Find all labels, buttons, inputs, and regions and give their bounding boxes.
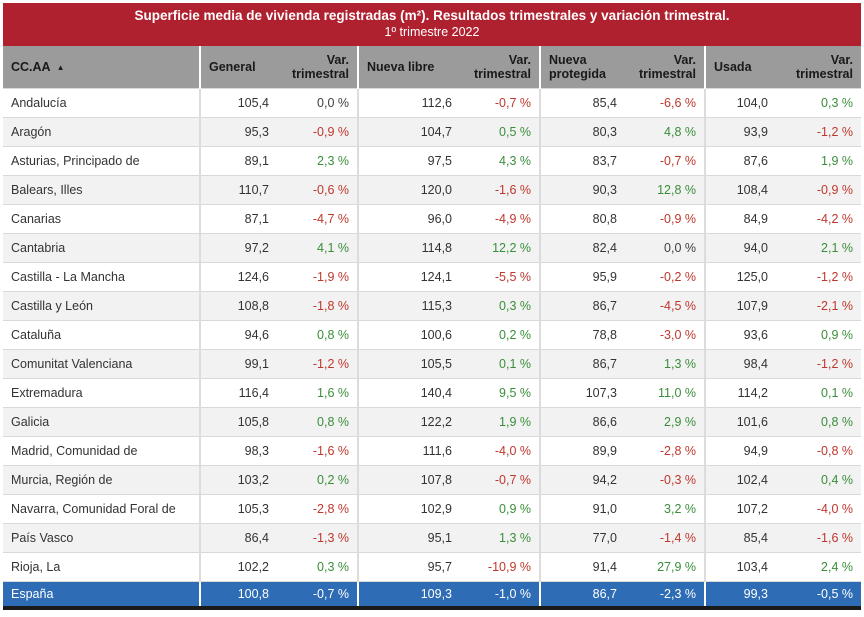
table-row-navarra-comunidad-foral-de [3, 495, 861, 524]
region-name: Castilla y León [3, 292, 200, 321]
variation-value: 2,3 % [277, 147, 358, 176]
variation-value: 0,3 % [460, 292, 540, 321]
variation-value: -4,9 % [460, 205, 540, 234]
column-header-nueva-protegida[interactable]: Nueva protegida [540, 46, 625, 89]
variation-value: -2,3 % [625, 582, 705, 607]
surface-value: 116,4 [200, 379, 277, 408]
surface-value: 78,8 [540, 321, 625, 350]
surface-value: 99,1 [200, 350, 277, 379]
variation-value: -1,8 % [277, 292, 358, 321]
surface-value: 115,3 [358, 292, 460, 321]
variation-value: -1,6 % [460, 176, 540, 205]
surface-value: 105,8 [200, 408, 277, 437]
variation-value: 4,1 % [277, 234, 358, 263]
surface-value: 89,9 [540, 437, 625, 466]
table-row-comunitat-valenciana [3, 350, 861, 379]
variation-value: 1,6 % [277, 379, 358, 408]
variation-value: 3,2 % [625, 495, 705, 524]
header-row [3, 46, 861, 89]
table-subtitle-period: 1º trimestre 2022 [384, 25, 480, 39]
surface-value: 114,8 [358, 234, 460, 263]
variation-value: -0,3 % [625, 466, 705, 495]
surface-value: 86,7 [540, 292, 625, 321]
column-header-cc-aa[interactable]: CC.AA ▲ [3, 46, 200, 89]
region-name: Canarias [3, 205, 200, 234]
variation-value: 0,1 % [776, 379, 861, 408]
variation-value: -10,9 % [460, 553, 540, 582]
table-bottom-border [3, 606, 861, 610]
surface-value: 95,3 [200, 118, 277, 147]
surface-value: 95,1 [358, 524, 460, 553]
region-name: Comunitat Valenciana [3, 350, 200, 379]
variation-value: -1,6 % [776, 524, 861, 553]
variation-value: -4,2 % [776, 205, 861, 234]
variation-value: 0,8 % [277, 408, 358, 437]
surface-value: 87,1 [200, 205, 277, 234]
variation-value: -0,7 % [277, 582, 358, 607]
surface-value: 105,3 [200, 495, 277, 524]
surface-value: 95,9 [540, 263, 625, 292]
surface-value: 94,6 [200, 321, 277, 350]
surface-value: 84,9 [705, 205, 776, 234]
surface-value: 95,7 [358, 553, 460, 582]
variation-value: 0,9 % [776, 321, 861, 350]
variation-value: -6,6 % [625, 89, 705, 118]
surface-value: 107,3 [540, 379, 625, 408]
table-row-galicia [3, 408, 861, 437]
variation-value: -1,4 % [625, 524, 705, 553]
variation-value: -1,2 % [776, 263, 861, 292]
table-title-bar [3, 3, 861, 46]
variation-value: 0,8 % [776, 408, 861, 437]
table-row-cataluna [3, 321, 861, 350]
surface-value: 105,4 [200, 89, 277, 118]
column-header-var-trimestral-6[interactable]: Var. trimestral [625, 46, 705, 89]
table-row-rioja-la [3, 553, 861, 582]
surface-value: 87,6 [705, 147, 776, 176]
surface-value: 86,7 [540, 350, 625, 379]
table-row-cantabria [3, 234, 861, 263]
variation-value: 2,1 % [776, 234, 861, 263]
surface-value: 94,2 [540, 466, 625, 495]
variation-value: -0,7 % [625, 147, 705, 176]
surface-value: 93,9 [705, 118, 776, 147]
column-header-nueva-libre[interactable]: Nueva libre [358, 46, 460, 89]
table-row-balears-illes [3, 176, 861, 205]
surface-value: 108,4 [705, 176, 776, 205]
table-title: Superficie media de vivienda registradas (m²). Resultados trimestrales y variación trimestral. [134, 8, 730, 23]
surface-value: 112,6 [358, 89, 460, 118]
variation-value: -0,2 % [625, 263, 705, 292]
surface-value: 94,9 [705, 437, 776, 466]
table-row-madrid-comunidad-de [3, 437, 861, 466]
variation-value: 0,1 % [460, 350, 540, 379]
surface-value: 85,4 [705, 524, 776, 553]
region-name: Murcia, Región de [3, 466, 200, 495]
table-row-aragon [3, 118, 861, 147]
region-name: Navarra, Comunidad Foral de [3, 495, 200, 524]
surface-value: 122,2 [358, 408, 460, 437]
table-body [3, 89, 861, 607]
region-name: País Vasco [3, 524, 200, 553]
variation-value: 1,9 % [460, 408, 540, 437]
variation-value: -2,1 % [776, 292, 861, 321]
surface-value: 98,3 [200, 437, 277, 466]
variation-value: 12,2 % [460, 234, 540, 263]
region-name: Madrid, Comunidad de [3, 437, 200, 466]
variation-value: -1,2 % [277, 350, 358, 379]
variation-value: 1,9 % [776, 147, 861, 176]
surface-value: 80,8 [540, 205, 625, 234]
variation-value: -0,8 % [776, 437, 861, 466]
surface-value: 107,9 [705, 292, 776, 321]
variation-value: -4,0 % [776, 495, 861, 524]
column-header-usada[interactable]: Usada [705, 46, 776, 89]
variation-value: -0,9 % [776, 176, 861, 205]
variation-value: -1,0 % [460, 582, 540, 607]
variation-value: -4,5 % [625, 292, 705, 321]
variation-value: 2,9 % [625, 408, 705, 437]
surface-value: 91,4 [540, 553, 625, 582]
variation-value: -0,7 % [460, 89, 540, 118]
surface-value: 125,0 [705, 263, 776, 292]
variation-value: 9,5 % [460, 379, 540, 408]
region-name: Castilla - La Mancha [3, 263, 200, 292]
variation-value: 27,9 % [625, 553, 705, 582]
surface-value: 105,5 [358, 350, 460, 379]
column-header-var-trimestral-8[interactable]: Var. trimestral [776, 46, 861, 89]
housing-surface-table [3, 46, 861, 606]
surface-value: 102,9 [358, 495, 460, 524]
table-row-murcia-region-de [3, 466, 861, 495]
variation-value: -0,7 % [460, 466, 540, 495]
variation-value: -4,0 % [460, 437, 540, 466]
sort-ascending-icon: ▲ [56, 62, 65, 72]
variation-value: 0,9 % [460, 495, 540, 524]
surface-value: 102,4 [705, 466, 776, 495]
variation-value: 4,3 % [460, 147, 540, 176]
variation-value: 0,2 % [277, 466, 358, 495]
variation-value: -2,8 % [277, 495, 358, 524]
surface-value: 103,2 [200, 466, 277, 495]
surface-value: 101,6 [705, 408, 776, 437]
variation-value: 0,3 % [277, 553, 358, 582]
region-name: Asturias, Principado de [3, 147, 200, 176]
variation-value: 0,5 % [460, 118, 540, 147]
surface-value: 111,6 [358, 437, 460, 466]
column-header-var-trimestral-4[interactable]: Var. trimestral [460, 46, 540, 89]
variation-value: -1,2 % [776, 350, 861, 379]
surface-value: 109,3 [358, 582, 460, 607]
region-name: España [3, 582, 200, 607]
total-row-espana [3, 582, 861, 607]
surface-value: 124,6 [200, 263, 277, 292]
surface-value: 110,7 [200, 176, 277, 205]
surface-value: 98,4 [705, 350, 776, 379]
surface-value: 103,4 [705, 553, 776, 582]
surface-value: 90,3 [540, 176, 625, 205]
variation-value: -5,5 % [460, 263, 540, 292]
surface-value: 114,2 [705, 379, 776, 408]
variation-value: 0,4 % [776, 466, 861, 495]
variation-value: 0,2 % [460, 321, 540, 350]
variation-value: 0,0 % [625, 234, 705, 263]
table-row-asturias-principado-de [3, 147, 861, 176]
variation-value: -1,2 % [776, 118, 861, 147]
surface-value: 89,1 [200, 147, 277, 176]
surface-value: 104,0 [705, 89, 776, 118]
variation-value: 4,8 % [625, 118, 705, 147]
table-row-castilla-la-mancha [3, 263, 861, 292]
region-name: Extremadura [3, 379, 200, 408]
region-name: Cantabria [3, 234, 200, 263]
variation-value: 11,0 % [625, 379, 705, 408]
surface-value: 86,7 [540, 582, 625, 607]
variation-value: 2,4 % [776, 553, 861, 582]
region-name: Cataluña [3, 321, 200, 350]
variation-value: -0,9 % [625, 205, 705, 234]
variation-value: -3,0 % [625, 321, 705, 350]
region-name: Andalucía [3, 89, 200, 118]
column-header-general[interactable]: General [200, 46, 277, 89]
variation-value: -1,6 % [277, 437, 358, 466]
surface-value: 108,8 [200, 292, 277, 321]
table-row-pais-vasco [3, 524, 861, 553]
surface-value: 120,0 [358, 176, 460, 205]
variation-value: -0,6 % [277, 176, 358, 205]
variation-value: -4,7 % [277, 205, 358, 234]
surface-value: 83,7 [540, 147, 625, 176]
column-header-var-trimestral-2[interactable]: Var. trimestral [277, 46, 358, 89]
surface-value: 100,6 [358, 321, 460, 350]
surface-value: 86,6 [540, 408, 625, 437]
variation-value: -0,9 % [277, 118, 358, 147]
surface-value: 82,4 [540, 234, 625, 263]
surface-value: 91,0 [540, 495, 625, 524]
table-row-canarias [3, 205, 861, 234]
variation-value: 12,8 % [625, 176, 705, 205]
surface-value: 107,8 [358, 466, 460, 495]
variation-value: 0,8 % [277, 321, 358, 350]
variation-value: 0,0 % [277, 89, 358, 118]
variation-value: 1,3 % [625, 350, 705, 379]
surface-value: 99,3 [705, 582, 776, 607]
table-row-andalucia [3, 89, 861, 118]
surface-value: 86,4 [200, 524, 277, 553]
surface-value: 93,6 [705, 321, 776, 350]
variation-value: -2,8 % [625, 437, 705, 466]
surface-value: 140,4 [358, 379, 460, 408]
surface-value: 102,2 [200, 553, 277, 582]
surface-value: 104,7 [358, 118, 460, 147]
region-name: Balears, Illes [3, 176, 200, 205]
variation-value: 1,3 % [460, 524, 540, 553]
table-row-extremadura [3, 379, 861, 408]
variation-value: 0,3 % [776, 89, 861, 118]
surface-value: 80,3 [540, 118, 625, 147]
surface-value: 97,5 [358, 147, 460, 176]
surface-value: 100,8 [200, 582, 277, 607]
surface-value: 97,2 [200, 234, 277, 263]
variation-value: -1,9 % [277, 263, 358, 292]
surface-value: 77,0 [540, 524, 625, 553]
surface-value: 96,0 [358, 205, 460, 234]
surface-value: 107,2 [705, 495, 776, 524]
region-name: Rioja, La [3, 553, 200, 582]
variation-value: -0,5 % [776, 582, 861, 607]
region-name: Aragón [3, 118, 200, 147]
surface-value: 124,1 [358, 263, 460, 292]
variation-value: -1,3 % [277, 524, 358, 553]
surface-value: 85,4 [540, 89, 625, 118]
table-row-castilla-y-leon [3, 292, 861, 321]
surface-value: 94,0 [705, 234, 776, 263]
region-name: Galicia [3, 408, 200, 437]
